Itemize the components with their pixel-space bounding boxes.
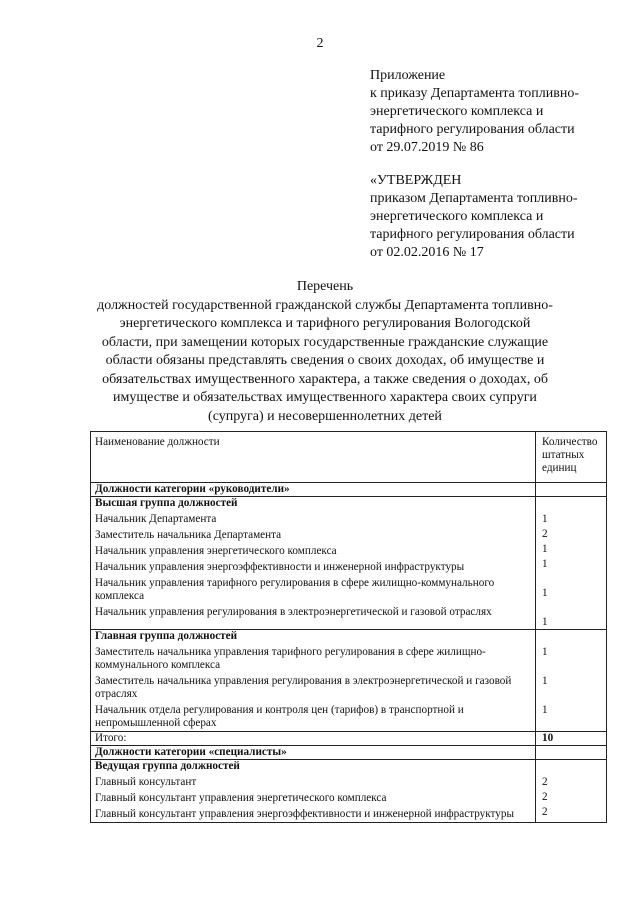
title-line: имуществе и обязательствах имущественного характера своих супруги <box>113 390 537 405</box>
qty-value: 1 <box>542 646 548 658</box>
header-name-cell: Наименование должности <box>91 432 536 483</box>
approved-line: приказом Департамента топливно- <box>370 191 578 206</box>
title-line: обязательствах имущественного характера, а также сведения о доходах, об <box>102 371 548 387</box>
category-leaders-cell: Должности категории «руководители» <box>91 483 536 497</box>
table-header-row <box>91 432 607 483</box>
title-line: области обязаны представлять сведения о своих доходах, об имуществе и <box>105 353 545 368</box>
position-name: Начальник управления энергоэффективности и инженерной инфраструктуры <box>95 561 465 573</box>
qty-value: 1 <box>542 675 548 687</box>
position-name: Начальник отдела регулирования и контроля цен (тарифов) в транспортной и непромышленной сферах <box>95 704 464 729</box>
qty-value: 2 <box>542 791 548 803</box>
leading-group-cell <box>91 760 536 823</box>
qty-value: 1 <box>542 704 548 716</box>
total-value-cell: 10 <box>536 732 607 746</box>
table-row <box>91 630 607 732</box>
header-qty-cell: Количество штатных единиц <box>536 432 607 483</box>
qty-value: 1 <box>542 616 548 628</box>
position-name: Заместитель начальника управления регулирования в электроэнергетической и газовой отраслях <box>95 675 512 700</box>
approved-line: «УТВЕРЖДЕН <box>370 173 462 188</box>
appendix-line: энергетического комплекса и <box>370 104 544 119</box>
approved-line: от 02.02.2016 № 17 <box>370 245 484 260</box>
position-name: Заместитель начальника управления тарифного регулирования в сфере жилищно-коммунального комплекса <box>95 646 486 671</box>
leading-qty-cell <box>536 760 607 823</box>
highest-group-cell <box>91 497 536 630</box>
category-specialists-cell: Должности категории «специалисты» <box>91 746 536 760</box>
qty-value: 1 <box>542 513 548 525</box>
table-row <box>91 483 607 497</box>
qty-value: 2 <box>542 776 548 788</box>
highest-qty-cell <box>536 497 607 630</box>
appendix-block <box>370 67 620 157</box>
position-name: Начальник управления тарифного регулирования в сфере жилищно-коммунального комплекса <box>95 577 495 602</box>
title-line: энергетического комплекса и тарифного регулирования Вологодской <box>119 316 531 331</box>
title-line: (супруга) и несовершеннолетних детей <box>208 408 442 424</box>
qty-value: 1 <box>542 558 548 570</box>
table-row <box>91 760 607 823</box>
position-name: Начальник Департамента <box>95 513 217 525</box>
qty-value: 1 <box>542 587 548 599</box>
positions-table <box>90 431 607 823</box>
document-title <box>60 278 590 426</box>
approved-line: тарифного регулирования области <box>370 227 575 242</box>
title-line: должностей государственной гражданской службы Департамента топливно- <box>97 297 553 313</box>
main-qty-cell <box>536 630 607 732</box>
appendix-line: Приложение <box>370 68 446 83</box>
table-row <box>91 497 607 630</box>
page-number: 2 <box>316 36 324 51</box>
table-row <box>91 746 607 760</box>
qty-value: 2 <box>542 806 548 818</box>
qty-value: 1 <box>542 543 548 555</box>
empty-qty-cell <box>536 746 607 760</box>
group-title: Главная группа должностей <box>95 630 238 642</box>
empty-qty-cell <box>536 483 607 497</box>
main-group-cell <box>91 630 536 732</box>
appendix-line: тарифного регулирования области <box>370 122 575 137</box>
position-name: Заместитель начальника Департамента <box>95 529 282 541</box>
position-name: Главный консультант управления энергетического комплекса <box>95 792 387 804</box>
total-label-cell: Итого: <box>91 732 536 746</box>
group-title: Высшая группа должностей <box>95 497 238 509</box>
approved-line: энергетического комплекса и <box>370 209 544 224</box>
appendix-line: от 29.07.2019 № 86 <box>370 140 484 155</box>
position-name: Главный консультант управления энергоэффективности и инженерной инфраструктуры <box>95 808 515 820</box>
title-heading: Перечень <box>296 279 354 294</box>
group-title: Ведущая группа должностей <box>95 760 240 772</box>
position-name: Начальник управления энергетического комплекса <box>95 545 337 557</box>
title-line: области, при замещении которых государственные гражданские служащие <box>101 334 549 350</box>
total-row <box>91 732 607 746</box>
approved-block <box>370 172 620 262</box>
position-name: Главный консультант <box>95 776 197 788</box>
appendix-line: к приказу Департамента топливно- <box>370 86 580 101</box>
qty-value: 2 <box>542 528 548 540</box>
position-name: Начальник управления регулирования в электроэнергетической и газовой отраслях <box>95 606 492 618</box>
